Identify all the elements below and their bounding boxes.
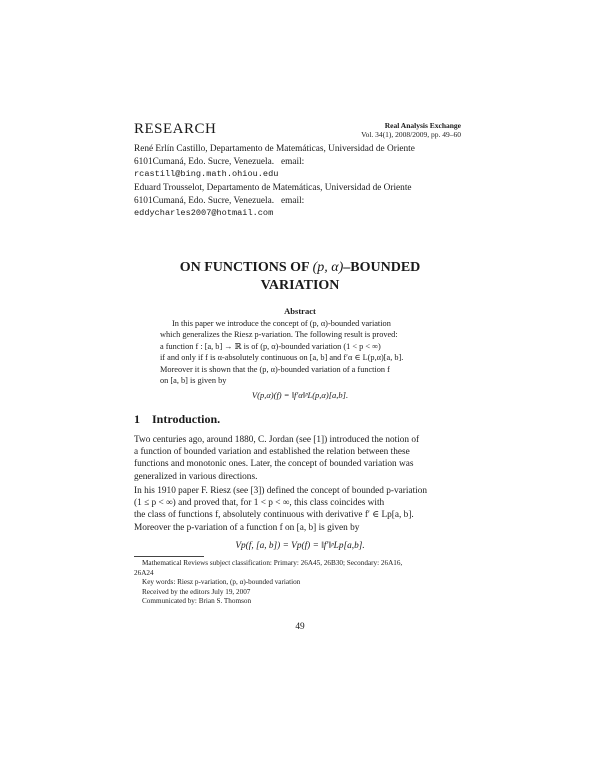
abstract-body: In this paper we introduce the concept of (p, α)-bounded variation which generalizes the Riesz p-variation. The following result is proved: a function f : [a, b] → ℝ is of (p, α)-bounded variation (1 < p < ∞) if and only if f is α-absolutely continuous on [a, b] and f′α ∈ L(p,α)[a, b]. Moreover it is shown that the (p, α)-bounded variation of a function f on [a, b] is given by — [160, 319, 404, 386]
author-1-email[interactable]: rcastill@bing.math.ohiou.edu — [134, 169, 279, 179]
riesz-formula: Vp(f, [a, b]) = Vp(f) = ‖f′‖ᵖLp[a,b]. — [235, 541, 365, 551]
keywords: Key words: Riesz p-variation, (p, α)-bounded variation — [142, 578, 301, 586]
author-block-1 — [134, 143, 474, 181]
footnote-divider — [134, 556, 204, 557]
author-block-2 — [134, 182, 474, 220]
page-number: 49 — [295, 622, 305, 632]
intro-paragraph-2: In his 1910 paper F. Riesz (see [3]) defined the concept of bounded p-variation (1 ≤ p < ∞) and proved that, for 1 < p < ∞, this class coincides with the class of functions f, absolutely continuous with derivative f′ ∈ Lp[a, b]. Moreover the p-variation of a function f on [a, b] is given by — [134, 486, 428, 533]
author-2-affiliation: Eduard Trousselot, Departamento de Matemáticas, Universidad de Oriente — [134, 183, 412, 193]
author-2-email[interactable]: eddycharles2007@hotmail.com — [134, 208, 274, 218]
footnotes — [134, 559, 474, 607]
research-label: RESEARCH — [134, 121, 217, 137]
author-2-address: 6101Cumaná, Edo. Sucre, Venezuela. email: — [134, 195, 305, 206]
journal-name: Real Analysis Exchange — [384, 121, 461, 130]
section-number: 1 — [134, 412, 140, 426]
author-1-address: 6101Cumaná, Edo. Sucre, Venezuela. email: — [134, 156, 305, 167]
communicated-by: Communicated by: Brian S. Thomson — [142, 597, 252, 605]
abstract-heading: Abstract — [284, 306, 316, 316]
msc-classification: Mathematical Reviews subject classification: Primary: 26A45, 26B30; Secondary: 26A16, — [142, 559, 403, 567]
author-1-affiliation: René Erlín Castillo, Departamento de Matemáticas, Universidad de Oriente — [134, 144, 415, 154]
section-heading — [134, 412, 220, 427]
msc-classification-cont: 26A24 — [134, 568, 154, 577]
journal-volume: Vol. 34(1), 2008/2009, pp. 49–60 — [361, 130, 461, 139]
intro-paragraph-1: Two centuries ago, around 1880, C. Jordan (see [1]) introduced the notion of a function of bounded variation and established the relation between these functions and monotonic ones. Later, the concept of bounded variation was generalized in various directions. — [134, 435, 420, 482]
abstract-formula: V(p,α)(f) = ‖f′α‖ᵖL(p,α)[a,b]. — [251, 390, 349, 400]
section-title: Introduction. — [152, 412, 221, 426]
paper-title: ON FUNCTIONS OF (p, α)–BOUNDED VARIATION — [179, 260, 421, 293]
received-date: Received by the editors July 19, 2007 — [142, 587, 251, 596]
